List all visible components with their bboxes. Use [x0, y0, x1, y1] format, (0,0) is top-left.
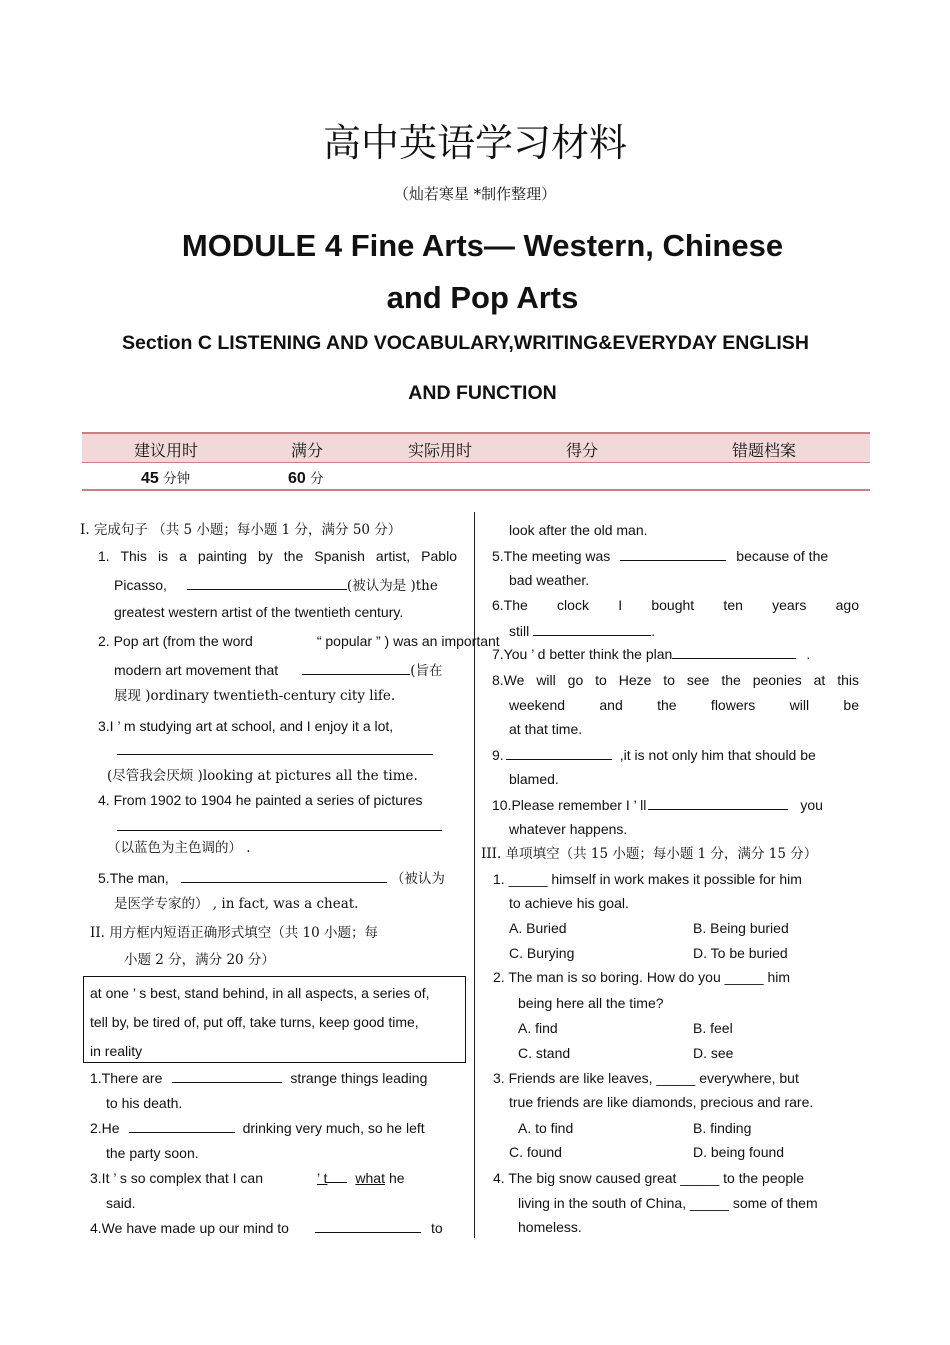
fill10-line1: 10.Please remember I ’ ll you: [492, 797, 823, 813]
q3-answer-blank[interactable]: [117, 742, 433, 755]
section-title-line2: AND FUNCTION: [408, 382, 557, 404]
header-suggested-time: 建议用时: [134, 441, 199, 460]
header-actual-time: 实际用时: [408, 441, 473, 460]
fill5-line2: bad weather.: [509, 572, 590, 588]
fill9-line2: blamed.: [509, 771, 559, 787]
sc1-option-a[interactable]: A. Buried: [509, 920, 567, 936]
sc2-stem-line2: being here all the time?: [518, 995, 664, 1011]
page-title: 高中英语学习材料: [322, 121, 627, 165]
q1-line1: 1. This is a painting by the Spanish artist, Pablo: [98, 548, 457, 564]
fill10-line2: whatever happens.: [509, 821, 628, 837]
sc1-option-c[interactable]: C. Burying: [509, 945, 575, 961]
q1-answer-blank[interactable]: [187, 577, 347, 590]
q2-line3: 展现 )ordinary twentieth-century city life.: [114, 688, 396, 704]
fill4-answer-blank[interactable]: [315, 1220, 421, 1233]
part1-heading: I. 完成句子 （共 5 小题；每小题 1 分，满分 50 分）: [80, 522, 402, 538]
fill9-line1: 9. ,it is not only him that should be: [492, 747, 816, 763]
q5-line2: 是医学专家的） , in fact, was a cheat.: [114, 896, 359, 912]
header-full-score: 满分: [291, 441, 324, 460]
q4-line1: 4. From 1902 to 1904 he painted a series of pictures: [98, 792, 423, 808]
sc2-option-d[interactable]: D. see: [693, 1045, 734, 1061]
sc2-option-b[interactable]: B. feel: [693, 1020, 733, 1036]
sc3-option-b[interactable]: B. finding: [693, 1120, 752, 1136]
q4-line2: [117, 818, 442, 835]
phrase-box-line1: at one ’ s best, stand behind, in all aspects, a series of,: [90, 985, 430, 1001]
full-score-value: 60 分: [288, 470, 324, 487]
header-score: 得分: [566, 441, 599, 460]
fill2-answer-blank[interactable]: [129, 1120, 235, 1133]
part2-heading-line1: II. 用方框内短语正确形式填空（共 10 小题；每: [90, 925, 379, 941]
header-error-record: 错题档案: [732, 441, 797, 460]
sc3-stem-line2: true friends are like diamonds, precious and rare.: [509, 1094, 814, 1110]
section-title-line1: Section C LISTENING AND VOCABULARY,WRITING&EVERYDAY ENGLISH: [122, 332, 809, 354]
q2-line1: 2. Pop art (from the word “ popular ” ) was an important: [98, 633, 500, 649]
module-title-line2: and Pop Arts: [386, 280, 579, 315]
sc2-stem-line1: 2. The man is so boring. How do you _____ him: [493, 969, 791, 985]
fill6-answer-blank[interactable]: [533, 623, 651, 636]
fill6-line2: still .: [509, 623, 656, 639]
fill7-line1: 7.You ’ d better think the plan .: [492, 646, 811, 662]
fill2-line1: 2.He drinking very much, so he left: [90, 1120, 425, 1136]
fill3-answer-blank[interactable]: [327, 1170, 347, 1183]
sc4-stem-line1: 4. The big snow caused great _____ to the people: [493, 1170, 805, 1186]
sc1-stem-line1: 1. _____ himself in work makes it possible for him: [493, 871, 802, 887]
fill5-line1: 5.The meeting was because of the: [492, 548, 829, 564]
q3-line2: [117, 742, 433, 759]
q3-line3: (尽管我会厌烦 )looking at pictures all the time.: [107, 768, 418, 784]
sc4-stem-line3: homeless.: [518, 1219, 582, 1235]
fill3-line2: said.: [106, 1195, 136, 1211]
sc2-option-a[interactable]: A. find: [518, 1020, 558, 1036]
score-table: [82, 432, 870, 491]
fill10-answer-blank[interactable]: [648, 797, 788, 810]
q4-answer-blank[interactable]: [117, 818, 442, 831]
part2-heading-line2: 小题 2 分，满分 20 分）: [124, 952, 275, 968]
fill8-line3: at that time.: [509, 721, 583, 737]
fill1-line2: to his death.: [106, 1095, 183, 1111]
sc3-option-d[interactable]: D. being found: [693, 1144, 785, 1160]
phrase-box-line3: in reality: [90, 1043, 143, 1059]
fill3-line1: 3.It ’ s so complex that I can ’ t what he: [90, 1170, 405, 1186]
fill4-line2: look after the old man.: [509, 522, 648, 538]
fill5-answer-blank[interactable]: [620, 548, 726, 561]
q5-line1: 5.The man, （被认为: [98, 870, 445, 887]
module-title-line1: MODULE 4 Fine Arts— Western, Chinese: [181, 228, 784, 263]
sc1-option-d[interactable]: D. To be buried: [693, 945, 788, 961]
fill6-line1: 6.The clock I bought ten years ago: [492, 597, 859, 613]
q3-line1: 3.I ’ m studying art at school, and I enjoy it a lot,: [98, 718, 394, 734]
q5-answer-blank[interactable]: [181, 870, 387, 883]
sc1-stem-line2: to achieve his goal.: [509, 895, 629, 911]
q2-line2: modern art movement that (旨在: [114, 662, 443, 679]
q1-line3: greatest western artist of the twentieth century.: [114, 604, 404, 620]
phrase-box-line2: tell by, be tired of, put off, take turns, keep good time,: [90, 1014, 419, 1030]
sc4-stem-line2: living in the south of China, _____ some of them: [518, 1195, 818, 1211]
suggested-time-value: 45 分钟: [141, 470, 191, 487]
fill9-answer-blank[interactable]: [506, 747, 612, 760]
column-divider: [474, 512, 475, 1238]
sc1-option-b[interactable]: B. Being buried: [693, 920, 789, 936]
q2-answer-blank[interactable]: [302, 662, 410, 675]
fill1-answer-blank[interactable]: [172, 1070, 282, 1083]
fill4-line1: 4.We have made up our mind to to: [90, 1220, 443, 1236]
fill2-line2: the party soon.: [106, 1145, 199, 1161]
fill8-line2: weekend and the flowers will be: [509, 697, 859, 713]
sc2-option-c[interactable]: C. stand: [518, 1045, 571, 1061]
q1-line2: Picasso, (被认为是 )the: [114, 577, 438, 594]
sc3-stem-line1: 3. Friends are like leaves, _____ everywhere, but: [493, 1070, 799, 1086]
fill1-line1: 1.There are strange things leading: [90, 1070, 428, 1086]
sc3-option-a[interactable]: A. to find: [518, 1120, 574, 1136]
part3-heading: III. 单项填空（共 15 小题；每小题 1 分，满分 15 分）: [481, 846, 818, 862]
page-subtitle: （灿若寒星 *制作整理）: [393, 185, 557, 203]
fill8-line1: 8.We will go to Heze to see the peonies at this: [492, 672, 859, 688]
q4-line3: （以蓝色为主色调的） .: [107, 840, 251, 856]
fill7-answer-blank[interactable]: [672, 646, 796, 659]
sc3-option-c[interactable]: C. found: [509, 1144, 562, 1160]
